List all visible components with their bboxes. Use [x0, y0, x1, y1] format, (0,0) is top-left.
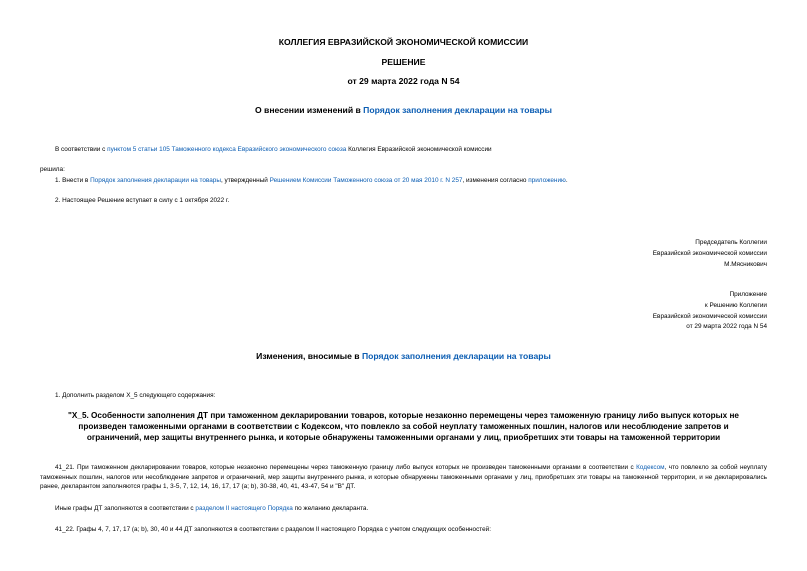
item-1-d: .	[565, 177, 568, 184]
resolved-label: решила:	[40, 166, 65, 173]
changes-title-prefix: Изменения, вносимые в	[256, 351, 362, 361]
appendix-block	[653, 290, 767, 333]
item-1-a: 1. Внести в	[55, 177, 91, 184]
signature-line-2: Евразийской экономической комиссии	[652, 249, 767, 257]
section-heading-line-1: "X_5. Особенности заполнения ДТ при таможенном декларировании товаров, которые незаконно перемещены через таможенную границу либо выпуск которых не	[68, 411, 739, 420]
item-1-link-order[interactable]: Порядок заполнения декларации на товары	[90, 177, 221, 184]
section-heading-line-2: произведен таможенными органами в соответствии с Кодексом, что повлекло за собой неуплату таможенных пошлин, налогов или несоблюдение запретов и	[78, 422, 729, 431]
p41-21-a: 41_21. При таможенном декларировании товаров, которые незаконно перемещены через таможенную границу либо выпуск которых не произведен таможенными органами в соответствии с	[55, 464, 637, 471]
paragraph-41-21	[40, 463, 767, 492]
other-a: Иные графы ДТ заполняются в соответствии с	[55, 505, 196, 512]
appendix-line-1: Приложение	[729, 291, 767, 298]
appendix-line-2: к Решению Коллегии	[704, 301, 767, 309]
section-ii-link[interactable]: разделом II настоящего Порядка	[195, 505, 293, 512]
appendix-line-4: от 29 марта 2022 года N 54	[686, 323, 767, 331]
other-fields	[55, 505, 368, 512]
item-1-b: , утвержденный	[220, 177, 270, 184]
org-title: КОЛЛЕГИЯ ЕВРАЗИЙСКОЙ ЭКОНОМИЧЕСКОЙ КОМИССИИ	[278, 37, 529, 47]
doc-title-prefix: О внесении изменений в	[254, 105, 364, 115]
item-1-link-appendix[interactable]: приложению	[528, 177, 566, 184]
preamble-link[interactable]: пунктом 5 статьи 105 Таможенного кодекса Евразийского экономического союза	[107, 146, 347, 153]
item-1-link-decision[interactable]: Решением Комиссии Таможенного союза от 20 мая 2010 г. N 257	[269, 177, 463, 184]
changes-title	[0, 350, 807, 362]
item-2: 2. Настоящее Решение вступает в силу с 1 октября 2022 г.	[55, 197, 230, 204]
item-1	[55, 177, 568, 184]
paragraph-41-22: 41_22. Графы 4, 7, 17, 17 (a; b), 30, 40 и 44 ДТ заполняются в соответствии с разделом II настоящего Порядка с учетом следующих особенностей:	[55, 526, 492, 533]
p41-21-b: , что повлекло за собой неуплату таможенных пошлин, налогов или несоблюдение запретов и ограничений, мер защиты внутреннего рынка, и которые обнаружены таможенными органами у лиц, приобретших эти товары на таможенной территории, и не декларировались ранее, декларантом заполняются графы 1, 3-5, 7, 12, 14, 16, 17, 17 (a; b), 30-38, 40, 41, 43-47, 54 и "В" ДТ.	[40, 464, 767, 491]
appendix-line-3: Евразийской экономической комиссии	[652, 312, 767, 320]
item-1-c: , изменения согласно	[462, 177, 529, 184]
doc-type: РЕШЕНИЕ	[381, 57, 426, 67]
section-heading	[0, 410, 807, 443]
section-heading-line-3: ограничений, мер защиты внутреннего рынка, и которые обнаружены таможенными органами у лиц, приобретших эти товары на таможенной территории	[86, 433, 721, 442]
changes-intro: 1. Дополнить разделом X_5 следующего содержания:	[55, 392, 216, 399]
doc-date-number: от 29 марта 2022 года N 54	[347, 76, 460, 86]
preamble-pre: В соответствии с	[55, 146, 108, 153]
other-b: по желанию декларанта.	[292, 505, 369, 512]
doc-title	[0, 104, 807, 116]
code-link[interactable]: Кодексом	[636, 464, 665, 471]
changes-title-link[interactable]: Порядок заполнения декларации на товары	[361, 351, 551, 361]
signature-name: М.Мясникович	[724, 260, 767, 268]
preamble-post: Коллегия Евразийской экономической комиссии	[346, 146, 492, 153]
preamble	[55, 146, 492, 153]
signature-line-1: Председатель Коллегии	[695, 239, 767, 246]
title-link[interactable]: Порядок заполнения декларации на товары	[363, 105, 552, 115]
signature-block	[653, 238, 767, 270]
